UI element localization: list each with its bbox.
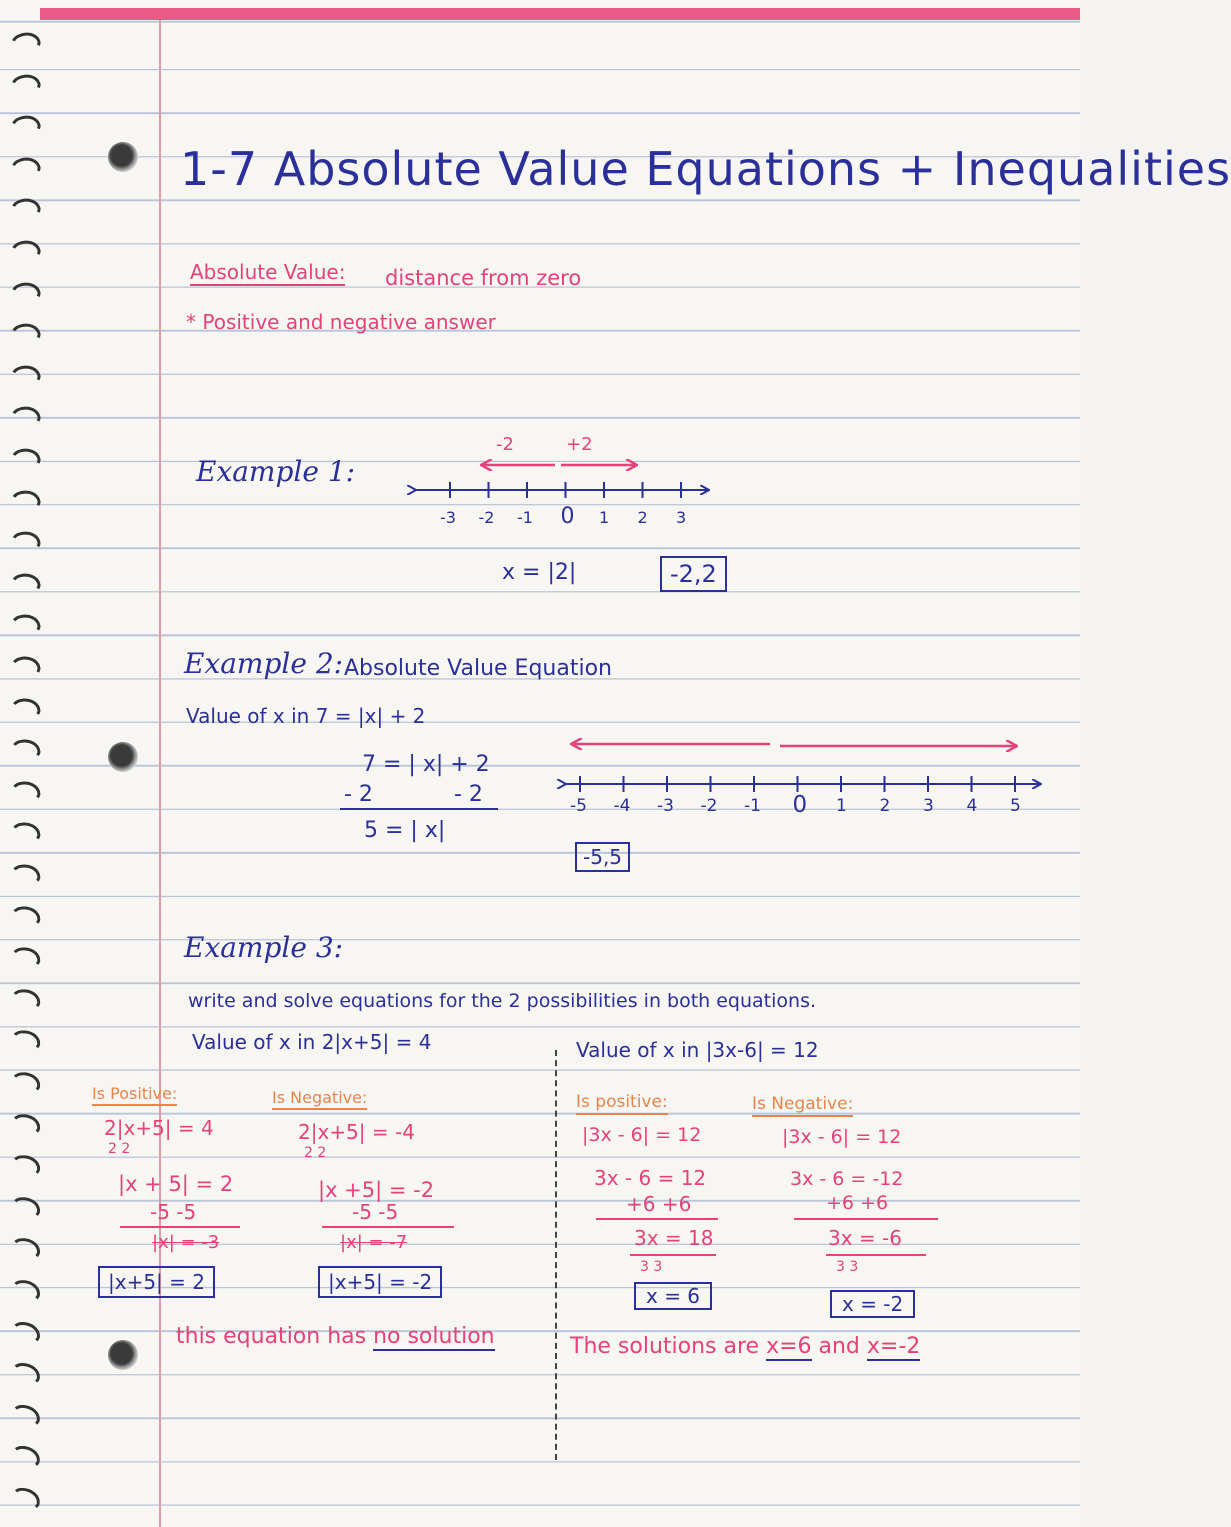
right-negative-line1: |3x - 6| = 12 bbox=[782, 1126, 902, 1148]
left-conclusion-text: this equation has bbox=[176, 1324, 374, 1349]
right-positive-line4: 3x = 18 bbox=[634, 1226, 714, 1250]
left-positive-boxed: |x+5| = 2 bbox=[98, 1266, 215, 1298]
example2-tick-label: 3 bbox=[923, 796, 934, 816]
example2-tick-label: -4 bbox=[613, 796, 631, 816]
example1-tick-label: 2 bbox=[637, 508, 648, 527]
example2-tick-label: 2 bbox=[879, 796, 891, 816]
right-negative-line4: 3x = -6 bbox=[828, 1226, 902, 1250]
example2-tick-label: -5 bbox=[570, 796, 587, 816]
right-positive-heading: Is positive: bbox=[576, 1094, 668, 1115]
example1-tick-label: -2 bbox=[478, 508, 495, 527]
example2-heading: Absolute Value Equation bbox=[344, 656, 612, 681]
right-positive-line3: +6 +6 bbox=[626, 1192, 692, 1216]
example1-equation: x = |2| bbox=[502, 560, 577, 585]
example2-tick-label: 0 bbox=[792, 792, 808, 818]
right-negative-line5: 3 3 bbox=[836, 1259, 859, 1275]
right-positive-line1: |3x - 6| = 12 bbox=[582, 1124, 702, 1146]
example1-tick-label: 1 bbox=[599, 508, 610, 527]
right-conclusion-and: and bbox=[811, 1334, 867, 1359]
right-positive-line2: 3x - 6 = 12 bbox=[594, 1166, 707, 1190]
left-negative-line2: |x +5| = -2 bbox=[318, 1178, 435, 1202]
example2-tick-label: 4 bbox=[966, 796, 978, 816]
example1-tick-label: 0 bbox=[560, 504, 575, 529]
example1-tick-label: -3 bbox=[440, 508, 456, 527]
example1-tick-label: -1 bbox=[517, 508, 533, 527]
example2-answer-box: -5,5 bbox=[575, 842, 630, 872]
example2-step2-right: - 2 bbox=[454, 782, 483, 807]
right-conclusion-text: The solutions are bbox=[570, 1334, 767, 1359]
definition-meaning: distance from zero bbox=[385, 266, 582, 290]
example2-step1: 7 = | x| + 2 bbox=[362, 752, 490, 777]
right-negative-line3: +6 +6 bbox=[826, 1192, 889, 1214]
left-positive-heading: Is Positive: bbox=[92, 1086, 177, 1106]
left-negative-line4-crossed: |x| = -7 bbox=[340, 1232, 408, 1253]
right-positive-line5: 3 3 bbox=[640, 1259, 663, 1275]
example3-left-prompt: Value of x in 2|x+5| = 4 bbox=[192, 1030, 432, 1054]
example2-step2-left: - 2 bbox=[344, 782, 373, 807]
example2-label: Example 2: bbox=[184, 647, 344, 680]
right-negative-line2: 3x - 6 = -12 bbox=[790, 1168, 904, 1190]
left-negative-boxed: |x+5| = -2 bbox=[318, 1266, 442, 1298]
left-negative-line3: -5 -5 bbox=[352, 1200, 399, 1224]
example3-right-prompt: Value of x in |3x-6| = 12 bbox=[576, 1038, 819, 1062]
right-conclusion-solution-1: x=6 bbox=[766, 1334, 812, 1359]
example1-arrow-right-label: +2 bbox=[566, 434, 593, 455]
definition-term: Absolute Value: bbox=[190, 260, 346, 284]
left-conclusion-no-solution: no solution bbox=[373, 1324, 495, 1349]
right-conclusion-solution-2: x=-2 bbox=[866, 1334, 921, 1359]
page-title: 1-7 Absolute Value Equations + Inequalities bbox=[180, 142, 1231, 196]
example1-label: Example 1: bbox=[196, 455, 356, 488]
left-negative-line1-divisor: 2 2 bbox=[304, 1145, 327, 1161]
example1-arrow-left-label: -2 bbox=[496, 434, 514, 455]
example2-tick-label: 1 bbox=[836, 796, 847, 816]
left-positive-line1: 2|x+5| = 4 bbox=[104, 1116, 214, 1140]
left-positive-line1-divisor: 2 2 bbox=[108, 1141, 131, 1157]
right-negative-boxed: x = -2 bbox=[830, 1290, 915, 1318]
example2-step3: 5 = | x| bbox=[364, 818, 446, 843]
example2-tick-label: 5 bbox=[1010, 796, 1021, 816]
left-negative-heading: Is Negative: bbox=[272, 1090, 367, 1110]
left-positive-line3: -5 -5 bbox=[150, 1200, 197, 1224]
right-positive-boxed: x = 6 bbox=[634, 1282, 712, 1310]
left-positive-line4-crossed: |x| = -3 bbox=[152, 1232, 220, 1253]
example2-tick-label: -2 bbox=[700, 796, 718, 816]
left-positive-line2: |x + 5| = 2 bbox=[118, 1172, 234, 1196]
example2-prompt: Value of x in 7 = |x| + 2 bbox=[186, 704, 426, 728]
example1-answer-box: -2,2 bbox=[660, 556, 727, 592]
example1-tick-label: 3 bbox=[676, 508, 687, 527]
left-negative-line1: 2|x+5| = -4 bbox=[298, 1120, 415, 1144]
right-negative-heading: Is Negative: bbox=[752, 1096, 853, 1117]
example2-tick-label: -3 bbox=[657, 796, 674, 816]
definition-note: * Positive and negative answer bbox=[186, 310, 496, 334]
example2-tick-label: -1 bbox=[744, 796, 761, 816]
example3-instructions: write and solve equations for the 2 possibilities in both equations. bbox=[188, 990, 817, 1012]
example3-label: Example 3: bbox=[184, 931, 344, 964]
